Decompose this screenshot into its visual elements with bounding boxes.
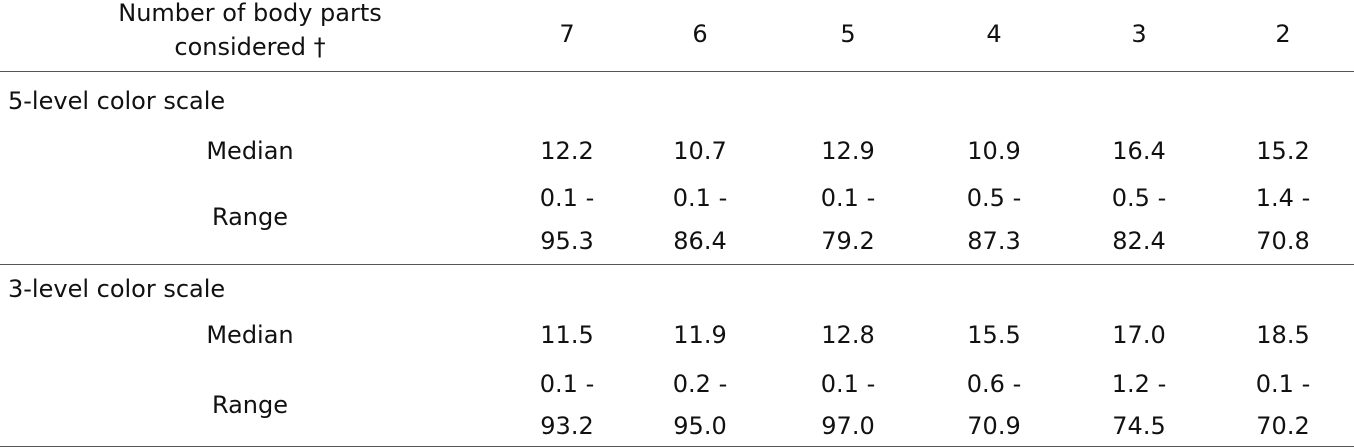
header-label	[0, 0, 500, 64]
median-value: 10.9	[967, 137, 1021, 165]
median-value: 18.5	[1256, 321, 1310, 349]
range-label: Range	[211, 203, 289, 231]
range-low: 0.1 -	[1255, 370, 1311, 398]
header-rule	[0, 71, 1354, 72]
header-col-3: 3	[1131, 20, 1147, 48]
range-high: 70.8	[1256, 227, 1310, 255]
range-low: 0.1 -	[820, 184, 876, 212]
median-value: 12.9	[821, 137, 875, 165]
header-col-5: 5	[840, 20, 856, 48]
range-low: 0.1 -	[820, 370, 876, 398]
median-value: 15.2	[1256, 137, 1310, 165]
range-low: 0.1 -	[672, 184, 728, 212]
range-high: 97.0	[821, 412, 875, 440]
section-title: 5-level color scale	[8, 87, 226, 115]
range-low: 1.2 -	[1111, 370, 1167, 398]
range-high: 95.3	[540, 227, 594, 255]
median-value: 17.0	[1112, 321, 1166, 349]
range-label: Range	[211, 391, 289, 419]
range-low: 0.6 -	[966, 370, 1022, 398]
median-value: 15.5	[967, 321, 1021, 349]
median-value: 16.4	[1112, 137, 1166, 165]
range-low: 0.2 -	[672, 370, 728, 398]
header-label-line2: considered †	[174, 33, 326, 61]
range-low: 1.4 -	[1255, 184, 1311, 212]
range-high: 82.4	[1112, 227, 1166, 255]
median-value: 12.8	[821, 321, 875, 349]
median-label: Median	[206, 321, 294, 349]
range-high: 70.2	[1256, 412, 1310, 440]
median-value: 11.9	[673, 321, 727, 349]
section-title: 3-level color scale	[8, 275, 226, 303]
range-high: 93.2	[540, 412, 594, 440]
header-col-2: 2	[1275, 20, 1291, 48]
range-low: 0.5 -	[1111, 184, 1167, 212]
median-value: 10.7	[673, 137, 727, 165]
median-label: Median	[206, 137, 294, 165]
header-col-4: 4	[986, 20, 1002, 48]
range-low: 0.5 -	[966, 184, 1022, 212]
header-label-line1: Number of body parts	[118, 0, 382, 27]
median-value: 12.2	[540, 137, 594, 165]
range-high: 95.0	[673, 412, 727, 440]
range-high: 86.4	[673, 227, 727, 255]
header-col-6: 6	[692, 20, 708, 48]
range-high: 74.5	[1112, 412, 1166, 440]
median-value: 11.5	[540, 321, 594, 349]
range-high: 70.9	[967, 412, 1021, 440]
range-low: 0.1 -	[539, 184, 595, 212]
header-col-7: 7	[559, 20, 575, 48]
range-high: 79.2	[821, 227, 875, 255]
range-high: 87.3	[967, 227, 1021, 255]
range-low: 0.1 -	[539, 370, 595, 398]
section-rule	[0, 264, 1354, 265]
